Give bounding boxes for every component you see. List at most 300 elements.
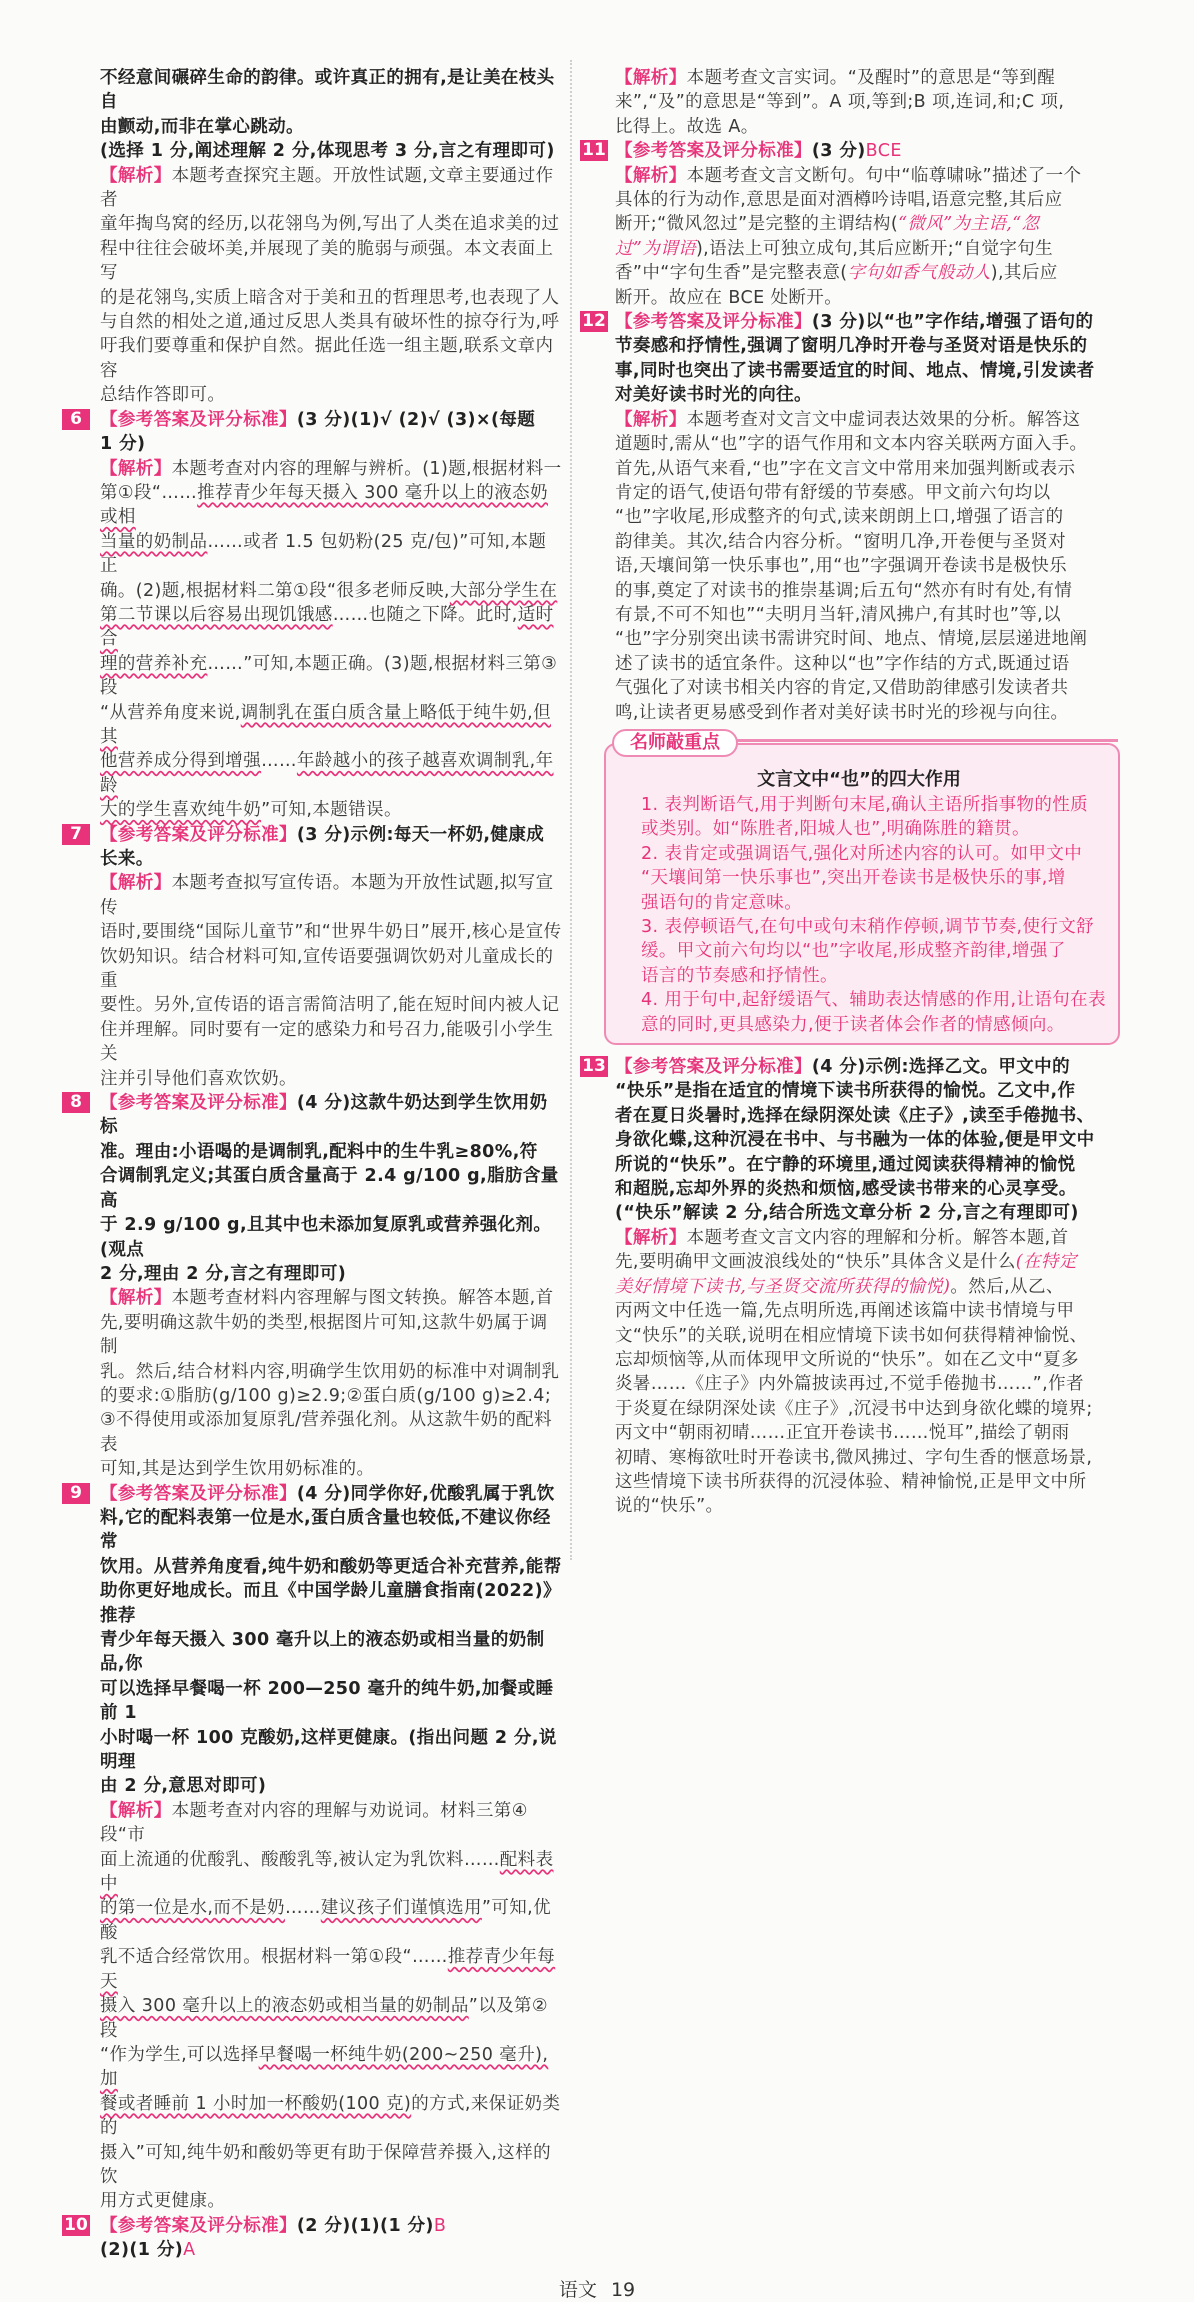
text-line bbox=[580, 90, 1120, 114]
line-text: (4 分)这款牛奶达到学生饮用奶标 bbox=[100, 1093, 548, 1138]
text-line bbox=[580, 1348, 1120, 1372]
line-text: 小时喝一杯 100 克酸奶,这样更健康。(指出问题 2 分,说明理 bbox=[100, 1727, 557, 1773]
line-text: 不经意间碾碎生命的韵律。或许真正的拥有,是让美在枝头自 bbox=[100, 68, 555, 113]
line-text: 先,要明确这款牛奶的类型,根据图片可知,这款牛奶属于调制 bbox=[100, 1312, 548, 1358]
line-text: 程中往往会破坏美,并展现了美的脆弱与顽强。本文表面上写 bbox=[100, 238, 554, 284]
text-line bbox=[580, 188, 1120, 212]
text-line bbox=[62, 383, 562, 407]
line-text: (3 分)以“也”字作结,增强了语句的 bbox=[811, 312, 1094, 333]
question-number-badge: 8 bbox=[62, 1092, 90, 1113]
text-line bbox=[62, 432, 562, 456]
analysis-block bbox=[62, 457, 562, 823]
answer-block-10 bbox=[62, 2214, 562, 2263]
line-text: 肯定的语气,使语句带有舒缓的节奏感。甲文前六句均以 bbox=[615, 482, 1051, 503]
question-number-badge: 10 bbox=[62, 2215, 90, 2236]
line-text: 比得上。故选 A。 bbox=[615, 116, 759, 137]
answer-label: 【参考答案及评分标准】 bbox=[100, 2215, 297, 2236]
answer-choice: BCE bbox=[865, 141, 902, 162]
text-line bbox=[62, 457, 562, 481]
analysis-label: 【解析】 bbox=[615, 165, 687, 186]
underlined-text: 建议孩子们谨慎选用 bbox=[320, 1898, 482, 1919]
line-text: 身欲化蝶,这种沉浸在书中、与书融为一体的体验,便是甲文中 bbox=[615, 1130, 1095, 1151]
text-line bbox=[62, 798, 562, 822]
text-line bbox=[62, 1482, 562, 1506]
line-text: 料,它的配料表第一位是水,蛋白质含量也较低,不建议你经常 bbox=[100, 1507, 551, 1553]
text-line bbox=[62, 1945, 562, 1994]
line-text: 由颤动,而非在掌心跳动。 bbox=[100, 116, 304, 137]
line-text: 本题考查对内容的理解与辨析。(1)题,根据材料一 bbox=[171, 458, 562, 479]
text-line bbox=[62, 2214, 562, 2238]
text-line bbox=[62, 1286, 562, 1310]
line-text: 。然后,从乙、 bbox=[950, 1276, 1064, 1297]
line-text: 吁我们要尊重和保护自然。据此任选一组主题,联系文章内容 bbox=[100, 336, 554, 381]
text-line bbox=[580, 432, 1120, 456]
line-text: 本题考查对内容的理解与劝说词。材料三第④段“市 bbox=[100, 1800, 528, 1846]
text-line bbox=[62, 237, 562, 286]
question-number-badge: 9 bbox=[62, 1483, 90, 1504]
underlined-text: 的第一位是水,而不是奶 bbox=[100, 1898, 285, 1919]
key-point-line bbox=[606, 988, 1112, 1012]
text-line bbox=[62, 286, 562, 310]
text-line bbox=[580, 1397, 1120, 1421]
line-text: (3 分)示例:每天一杯奶,健康成 bbox=[296, 824, 545, 845]
underlined-text: 配料表中 bbox=[100, 1849, 554, 1895]
text-line bbox=[580, 530, 1120, 554]
text-line bbox=[62, 2141, 562, 2190]
line-text: 鸣,让读者更易感受到作者对美好读书时光的珍视与向往。 bbox=[615, 702, 1069, 723]
line-text: ……也随之下降。此时, bbox=[332, 604, 518, 625]
line-text: 文“快乐”的关联,说明在相应情境下读书如何获得精神愉悦、 bbox=[615, 1325, 1088, 1346]
line-text: (3 分) bbox=[811, 141, 866, 162]
line-text: ③不得使用或添加复原乳/营养强化剂。从这款牛奶的配料表 bbox=[100, 1410, 552, 1455]
line-text: 于 2.9 g/100 g,且其中也未添加复原乳或营养强化剂。(观点 bbox=[100, 1215, 552, 1260]
text-line bbox=[62, 1579, 562, 1628]
answer-label: 【参考答案及评分标准】 bbox=[615, 1057, 812, 1078]
analysis-block bbox=[580, 66, 1120, 139]
line-text: 道题时,需从“也”字的语气作用和文本内容关联两方面入手。 bbox=[615, 434, 1088, 455]
text-line bbox=[580, 505, 1120, 529]
line-text: (“快乐”解读 2 分,结合所选文章分析 2 分,言之有理即可) bbox=[615, 1203, 1079, 1224]
text-line bbox=[62, 164, 562, 213]
text-line bbox=[580, 310, 1120, 334]
line-text: 韵律美。其次,结合内容分析。“窗明几净,开卷便与圣贤对 bbox=[615, 531, 1066, 552]
text-line bbox=[62, 66, 562, 115]
answer-choice: A bbox=[183, 2240, 196, 2261]
text-line bbox=[62, 1799, 562, 1848]
line-text: 饮奶知识。结合材料可知,宣传语要强调饮奶对儿童成长的重 bbox=[100, 946, 554, 992]
line-text: 第①段“…… bbox=[100, 482, 198, 503]
text-line bbox=[580, 286, 1120, 310]
text-line bbox=[62, 847, 562, 871]
line-text: 或类别。如“陈胜者,阳城人也”,明确陈胜的籍贯。 bbox=[641, 819, 1030, 840]
line-text: 于炎夏在绿阴深处读《庄子》,沉浸书中达到身欲化蝶的境界; bbox=[615, 1398, 1093, 1419]
line-text: 与自然的相处之道,通过反思人类具有破坏性的掠夺行为,呼 bbox=[100, 312, 560, 333]
line-text: “快乐”是指在适宜的情境下读书所获得的愉悦。乙文中,作 bbox=[615, 1081, 1076, 1102]
line-text: 乳。然后,结合材料内容,明确学生饮用奶的标准中对调制乳 bbox=[100, 1361, 560, 1382]
text-line bbox=[580, 1299, 1120, 1323]
underlined-text: 第二节课以后容易出现饥饿感 bbox=[100, 604, 333, 625]
text-block bbox=[62, 66, 562, 164]
text-line bbox=[62, 1067, 562, 1091]
line-text: 气强化了对读书相关内容的肯定,又借助韵律感引发读者共 bbox=[615, 678, 1069, 699]
text-line bbox=[62, 945, 562, 994]
question-number-badge: 12 bbox=[580, 311, 608, 332]
line-text: 用方式更健康。 bbox=[100, 2191, 226, 2212]
text-line bbox=[580, 1177, 1120, 1201]
text-line bbox=[62, 1140, 562, 1164]
text-line bbox=[62, 1726, 562, 1775]
line-text: 有景,不可不知也”“夫明月当轩,清风拂户,有其时也”等,以 bbox=[615, 604, 1062, 625]
line-text: 1 分) bbox=[100, 434, 146, 455]
line-text: 准。理由:小语喝的是调制乳,配料中的生牛乳≥80%,符 bbox=[100, 1141, 538, 1162]
text-line bbox=[580, 1324, 1120, 1348]
line-text: ”可知,本题错误。 bbox=[261, 800, 402, 821]
analysis-label: 【解析】 bbox=[100, 458, 172, 479]
line-text: 长来。 bbox=[100, 849, 154, 869]
key-point-line bbox=[606, 866, 1112, 890]
line-text: 炎暑……《庄子》内外篇披读再过,不觉手倦抛书……”,作者 bbox=[615, 1374, 1084, 1395]
line-text: 要性。另外,宣传语的语言需简洁明了,能在短时间内被人记 bbox=[100, 995, 560, 1016]
text-line bbox=[62, 212, 562, 236]
line-text: 断开。故应在 BCE 处断开。 bbox=[615, 287, 843, 308]
underlined-text: 摄入 300 毫升以上的液态奶或相当量的奶制品 bbox=[100, 1996, 469, 2017]
text-line bbox=[62, 1555, 562, 1579]
line-text: 丙文中“朝雨初晴……正宜开卷读书……悦耳”,描绘了朝雨 bbox=[615, 1423, 1070, 1444]
line-text: …… bbox=[284, 1898, 321, 1919]
line-text: 本题考查文言实词。“及醒时”的意思是“等到醒 bbox=[686, 68, 1056, 88]
text-line bbox=[62, 1896, 562, 1945]
text-line bbox=[62, 1848, 562, 1897]
line-text: “天壤间第一快乐事也”,突出开卷读书是极快乐的事,增 bbox=[641, 868, 1066, 889]
text-line bbox=[580, 139, 1120, 163]
underlined-text: 当量的奶制品 bbox=[100, 531, 208, 552]
text-line bbox=[62, 1164, 562, 1213]
text-line bbox=[580, 701, 1120, 725]
line-text: 初晴、寒梅欲吐时开卷读书,微风拂过、字句生香的惬意场景, bbox=[615, 1447, 1093, 1468]
left-column bbox=[62, 66, 562, 2263]
question-number-badge: 11 bbox=[580, 140, 608, 161]
key-point-line bbox=[606, 817, 1112, 841]
line-text: 本题考查拟写宣传语。本题为开放性试题,拟写宣传 bbox=[100, 873, 554, 918]
line-text: ……或者 1.5 包奶粉(25 克/包)”可知,本题正 bbox=[100, 531, 547, 577]
text-line bbox=[62, 871, 562, 920]
text-line bbox=[580, 261, 1120, 285]
text-line bbox=[580, 115, 1120, 139]
column-divider bbox=[570, 60, 572, 1560]
analysis-block bbox=[580, 408, 1120, 725]
text-line bbox=[580, 1104, 1120, 1128]
text-line bbox=[62, 993, 562, 1017]
line-text: 对美好读书时光的向往。 bbox=[615, 385, 812, 406]
text-line bbox=[62, 749, 562, 798]
analysis-block bbox=[62, 1286, 562, 1481]
text-line bbox=[580, 383, 1120, 407]
line-text: 忘却烦恼等,从而体现甲文所说的“快乐”。如在乙文中“夏多 bbox=[615, 1349, 1079, 1370]
text-line bbox=[62, 334, 562, 383]
line-text: 2. 表肯定或强调语气,强化对所述内容的认可。如甲文中 bbox=[641, 843, 1083, 864]
text-line bbox=[62, 579, 562, 603]
text-line bbox=[580, 554, 1120, 578]
text-line bbox=[580, 359, 1120, 383]
text-line bbox=[62, 139, 562, 163]
text-line bbox=[62, 1628, 562, 1677]
line-text: 所说的“快乐”。在宁静的环境里,通过阅读获得精神的愉悦 bbox=[615, 1154, 1076, 1175]
text-line bbox=[62, 1384, 562, 1408]
line-text: 语时,要围绕“国际儿童节”和“世界牛奶日”展开,核心是宣传 bbox=[100, 922, 562, 943]
line-text: 2 分,理由 2 分,言之有理即可) bbox=[100, 1263, 347, 1284]
line-text: 1. 表判断语气,用于判断句末尾,确认主语所指事物的性质 bbox=[641, 794, 1089, 815]
text-line bbox=[62, 701, 562, 750]
underlined-text: 年龄越小的孩子越喜欢调制乳,年龄 bbox=[100, 751, 554, 796]
line-text: 本题考查文言文断句。句中“临尊啸咏”描述了一个 bbox=[686, 165, 1082, 186]
text-line bbox=[62, 1408, 562, 1457]
analysis-label: 【解析】 bbox=[100, 1288, 172, 1309]
line-text: 语,天壤间第一快乐事也”,用“也”字强调开卷读书是极快乐 bbox=[615, 556, 1068, 577]
line-text: (2)(1 分) bbox=[100, 2240, 184, 2261]
line-text: 面上流通的优酸乳、酸酸乳等,被认定为乳饮料…… bbox=[100, 1849, 500, 1870]
line-text: ……”可知,本题正确。(3)题,根据材料三第③段 bbox=[100, 653, 558, 699]
line-text: 具体的行为动作,意思是面对酒樽吟诗唱,语意完整,其后应 bbox=[615, 190, 1063, 211]
text-line bbox=[580, 1079, 1120, 1103]
text-line bbox=[62, 408, 562, 432]
text-line bbox=[580, 1153, 1120, 1177]
key-point-line bbox=[606, 793, 1112, 817]
text-line bbox=[580, 627, 1120, 651]
text-line bbox=[62, 2043, 562, 2092]
line-text: (3 分)(1)√ (2)√ (3)×(每题 bbox=[296, 409, 536, 430]
line-text: 总结作答即可。 bbox=[100, 385, 226, 406]
underlined-text: 大部分学生在 bbox=[449, 580, 558, 601]
text-line bbox=[580, 1055, 1120, 1079]
answer-block-12 bbox=[580, 310, 1120, 408]
line-text: 确。(2)题,根据材料二第①段“很多老师反映, bbox=[100, 580, 450, 601]
line-text: “也”字收尾,形成整齐的句式,读来朗朗上口,增强了语言的 bbox=[615, 507, 1064, 528]
text-line bbox=[580, 1226, 1120, 1250]
text-line bbox=[580, 1201, 1120, 1225]
line-text: 住并理解。同时要有一定的感染力和号召力,能吸引小学生关 bbox=[100, 1019, 554, 1065]
line-text: 述了读书的适宜条件。这种以“也”字作结的方式,既通过语 bbox=[615, 653, 1070, 674]
text-line bbox=[580, 1446, 1120, 1470]
line-text: 的方式,来保证奶类的 bbox=[100, 2093, 561, 2139]
line-text: 的要求:①脂肪(g/100 g)≥2.9;②蛋白质(g/100 g)≥2.4; bbox=[100, 1385, 552, 1406]
text-line bbox=[62, 310, 562, 334]
question-number-badge: 7 bbox=[62, 824, 90, 845]
answer-block-9 bbox=[62, 1482, 562, 1799]
line-text: ”以及第②段 bbox=[100, 1996, 548, 2041]
line-text: 本题考查对文言文中虚词表达效果的分析。解答这 bbox=[686, 409, 1081, 430]
line-text: ),其后应 bbox=[990, 263, 1058, 284]
answer-label: 【参考答案及评分标准】 bbox=[615, 141, 812, 162]
text-line bbox=[62, 530, 562, 579]
line-text: 断开;“微风忽过”是完整的主谓结构( bbox=[615, 214, 899, 235]
line-text: 节奏感和抒情性,强调了窗明几净时开卷与圣贤对语是快乐的 bbox=[615, 336, 1088, 357]
analysis-label: 【解析】 bbox=[100, 165, 172, 186]
line-text: “作为学生,可以选择 bbox=[100, 2044, 259, 2065]
line-text: (4 分)示例:选择乙文。甲文中的 bbox=[811, 1057, 1070, 1078]
answer-block-11 bbox=[580, 139, 1120, 163]
key-points-box bbox=[604, 731, 1120, 1045]
answer-block-6 bbox=[62, 408, 562, 457]
line-text: (选择 1 分,阐述理解 2 分,体现思考 3 分,言之有理即可) bbox=[100, 141, 555, 162]
text-line bbox=[62, 1360, 562, 1384]
underlined-text: 调制乳在蛋白质含量上略低于纯牛奶,但其 bbox=[100, 702, 551, 747]
handwritten-note: 字句如香气般动人 bbox=[847, 263, 991, 284]
line-text: 事,同时也突出了读书需要适宜的时间、地点、情境,引发读者 bbox=[615, 360, 1095, 381]
line-text: 乳不适合经常饮用。根据材料一第①段“…… bbox=[100, 1947, 448, 1968]
text-line bbox=[580, 1372, 1120, 1396]
analysis-label: 【解析】 bbox=[100, 1800, 172, 1821]
line-text: 饮用。从营养角度看,纯牛奶和酸奶等更适合补充营养,能帮 bbox=[100, 1556, 562, 1577]
text-line bbox=[580, 1250, 1120, 1274]
line-text: (4 分)同学你好,优酸乳属于乳饮 bbox=[296, 1483, 555, 1504]
line-text: 可以选择早餐喝一杯 200—250 毫升的纯牛奶,加餐或睡前 1 bbox=[100, 1678, 554, 1724]
text-line bbox=[62, 1457, 562, 1481]
key-points-title: 文言文中“也”的四大作用 bbox=[757, 768, 961, 790]
text-line bbox=[580, 1128, 1120, 1152]
answer-block-7 bbox=[62, 823, 562, 872]
text-line bbox=[62, 1262, 562, 1286]
key-point-line bbox=[606, 891, 1112, 915]
text-line bbox=[62, 1677, 562, 1726]
line-text: 青少年每天摄入 300 毫升以上的液态奶或相当量的奶制品,你 bbox=[100, 1630, 545, 1675]
line-text: …… bbox=[261, 751, 297, 772]
line-text: “也”字分别突出读书需讲究时间、地点、情境,层层递进地阐 bbox=[615, 629, 1088, 650]
analysis-block bbox=[62, 1799, 562, 2214]
answer-block-8 bbox=[62, 1091, 562, 1286]
line-text: 助你更好地成长。而且《中国学龄儿童膳食指南(2022)》推荐 bbox=[100, 1581, 561, 1626]
line-text: 来”,“及”的意思是“等到”。A 项,等到;B 项,连词,和;C 项, bbox=[615, 92, 1065, 113]
text-line bbox=[580, 676, 1120, 700]
line-text: 说的“快乐”。 bbox=[615, 1496, 724, 1517]
question-number-badge: 6 bbox=[62, 409, 90, 430]
text-line bbox=[62, 2092, 562, 2141]
line-text: 和超脱,忘却外界的炎热和烦恼,感受读书带来的心灵享受。 bbox=[615, 1179, 1077, 1200]
analysis-label: 【解析】 bbox=[100, 873, 172, 894]
line-text: 童年掏鸟窝的经历,以花翎鸟为例,写出了人类在追求美的过 bbox=[100, 214, 560, 235]
line-text: “从营养角度来说, bbox=[100, 702, 241, 723]
text-line bbox=[62, 652, 562, 701]
text-line bbox=[62, 1213, 562, 1262]
underlined-text: 适时合 bbox=[100, 604, 554, 650]
text-line bbox=[580, 457, 1120, 481]
text-line bbox=[62, 1994, 562, 2043]
text-line bbox=[580, 603, 1120, 627]
analysis-block bbox=[62, 871, 562, 1091]
handwritten-note: “微风”为主语,“忽 bbox=[898, 214, 1040, 235]
key-points-tab: 名师敲重点 bbox=[612, 729, 738, 757]
line-text: 合调制乳定义;其蛋白质含量高于 2.4 g/100 g,脂肪含量高 bbox=[100, 1166, 559, 1211]
analysis-block bbox=[62, 164, 562, 408]
line-text: (2 分)(1)(1 分) bbox=[296, 2215, 434, 2236]
text-line bbox=[62, 1774, 562, 1798]
text-line bbox=[62, 1311, 562, 1360]
underlined-text: 餐或者睡前 1 小时加一杯酸奶(100 克) bbox=[100, 2093, 412, 2114]
text-line bbox=[62, 2238, 562, 2262]
text-line bbox=[580, 481, 1120, 505]
line-text: 首先,从语气来看,“也”字在文言文中常用来加强判断或表示 bbox=[615, 458, 1076, 479]
line-text: 丙两文中任选一篇,先点明所选,再阐述该篇中读书情境与甲 bbox=[615, 1301, 1075, 1322]
handwritten-note: 美好情境下读书,与圣贤交流所获得的愉悦) bbox=[615, 1276, 951, 1297]
line-text: 意的同时,更具感染力,便于读者体会作者的情感倾向。 bbox=[641, 1014, 1065, 1035]
line-text: 注并引导他们喜欢饮奶。 bbox=[100, 1068, 297, 1089]
line-text: 先,要明确甲文画波浪线处的“快乐”具体含义是什么 bbox=[615, 1252, 1016, 1273]
underlined-text: 早餐喝一杯纯牛奶(200~250 毫升),加 bbox=[100, 2044, 549, 2090]
text-line bbox=[580, 1275, 1120, 1299]
line-text: 由 2 分,意思对即可) bbox=[100, 1776, 267, 1797]
analysis-block bbox=[580, 1226, 1120, 1519]
line-text: 摄入”可知,纯牛奶和酸奶等更有助于保障营养摄入,这样的饮 bbox=[100, 2142, 551, 2187]
page-number: 19 bbox=[610, 2278, 636, 2301]
text-line bbox=[580, 164, 1120, 188]
text-line bbox=[580, 334, 1120, 358]
line-text: 本题考查文言文内容的理解和分析。解答本题,首 bbox=[686, 1227, 1069, 1248]
line-text: 者在夏日炎暑时,选择在绿阴深处读《庄子》,读至手倦抛书、 bbox=[615, 1105, 1095, 1126]
text-line bbox=[62, 1018, 562, 1067]
line-text: 3. 表停顿语气,在句中或句末稍作停顿,调节节奏,使行文舒 bbox=[641, 917, 1095, 937]
line-text: ),语法上可独立成句,其后应断开;“自觉字句生 bbox=[695, 238, 1054, 259]
line-text: 强语句的肯定意味。 bbox=[641, 892, 803, 913]
key-point-line bbox=[606, 964, 1112, 988]
tab-rule bbox=[736, 739, 1118, 742]
handwritten-note: (在特定 bbox=[1015, 1252, 1077, 1273]
analysis-label: 【解析】 bbox=[615, 1227, 687, 1248]
text-line bbox=[62, 823, 562, 847]
line-text: 这些情境下读书所获得的沉浸体验、精神愉悦,正是甲文中所 bbox=[615, 1471, 1087, 1492]
line-text: 香”中“字句生香”是完整表意( bbox=[615, 263, 848, 284]
analysis-label: 【解析】 bbox=[615, 409, 687, 430]
page-footer bbox=[0, 2275, 1194, 2302]
right-column bbox=[580, 66, 1120, 1519]
underlined-text: 理的营养补充 bbox=[100, 653, 208, 674]
line-text: 本题考查探究主题。开放性试题,文章主要通过作者 bbox=[100, 165, 554, 211]
key-point-line bbox=[606, 1013, 1112, 1037]
line-text: 的是花翎鸟,实质上暗含对于美和丑的哲理思考,也表现了人 bbox=[100, 287, 560, 308]
text-line bbox=[580, 1494, 1120, 1518]
text-line bbox=[580, 1470, 1120, 1494]
answer-choice: B bbox=[433, 2215, 447, 2236]
answer-block-13 bbox=[580, 1055, 1120, 1226]
text-line bbox=[580, 66, 1120, 90]
key-point-line bbox=[606, 842, 1112, 866]
line-text: 可知,其是达到学生饮用奶标准的。 bbox=[100, 1459, 375, 1480]
line-text: 4. 用于句中,起舒缓语气、辅助表达情感的作用,让语句在表 bbox=[641, 990, 1106, 1011]
answer-label: 【参考答案及评分标准】 bbox=[100, 824, 297, 845]
analysis-block bbox=[580, 164, 1120, 310]
answer-label: 【参考答案及评分标准】 bbox=[615, 312, 812, 333]
underlined-text: 他营养成分得到增强 bbox=[100, 751, 262, 772]
text-line bbox=[580, 408, 1120, 432]
text-line bbox=[62, 603, 562, 652]
text-line bbox=[580, 212, 1120, 236]
line-text: 本题考查材料内容理解与图文转换。解答本题,首 bbox=[171, 1288, 554, 1309]
text-line bbox=[62, 2189, 562, 2213]
text-line bbox=[62, 481, 562, 530]
underlined-text: 大的学生喜欢纯牛奶 bbox=[100, 800, 262, 821]
key-point-line bbox=[606, 939, 1112, 963]
line-text: 缓。甲文前六句均以“也”字收尾,形成整齐韵律,增强了 bbox=[641, 941, 1066, 962]
text-line bbox=[62, 115, 562, 139]
answer-label: 【参考答案及评分标准】 bbox=[100, 409, 297, 430]
footer-subject: 语文 bbox=[558, 2278, 597, 2301]
underlined-text: 推荐青少年每天摄入 300 毫升以上的液态奶或相 bbox=[100, 482, 548, 528]
answer-label: 【参考答案及评分标准】 bbox=[100, 1483, 297, 1504]
text-line bbox=[62, 1506, 562, 1555]
question-number-badge: 13 bbox=[580, 1056, 608, 1077]
analysis-label: 【解析】 bbox=[615, 68, 687, 88]
line-text: ”可知,优酸 bbox=[100, 1898, 552, 1943]
handwritten-note: 过”为谓语 bbox=[615, 238, 696, 259]
text-line bbox=[62, 920, 562, 944]
